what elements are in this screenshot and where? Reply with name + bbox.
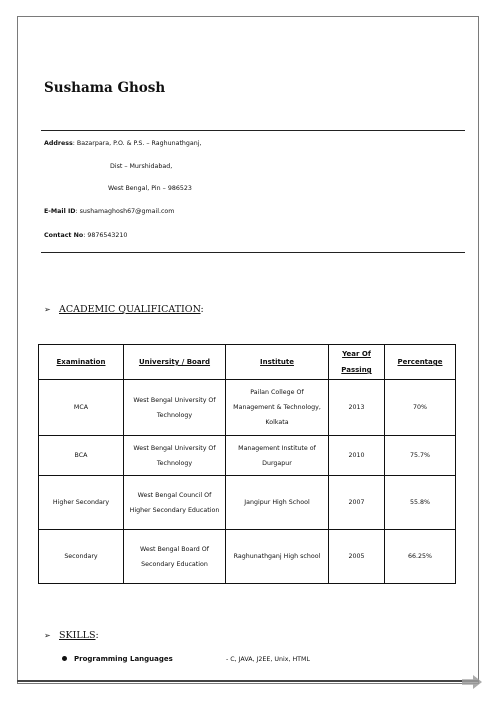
table-row: BCA West Bengal University Of Technology Management Institute of Durgapur 2010 75.7% [39,436,456,476]
arrow-bullet-icon: ➢ [44,305,51,314]
table-header-row [39,345,456,380]
divider-bottom [41,252,465,253]
address-line-3: West Bengal, Pin – 986523 [108,185,192,192]
skill-value: - C, JAVA, J2EE, Unix, HTML [226,656,310,663]
table-row: MCA West Bengal University Of Technology Pailan College Of Management & Technology, Kolkata 2013 70% [39,380,456,436]
header-examination: Examination [39,345,124,380]
page-bottom-border [17,680,479,682]
header-institute: Institute [226,345,329,380]
divider-top [41,130,465,131]
academic-table [38,344,456,584]
candidate-name: Sushama Ghosh [44,80,166,96]
table-row: Secondary West Bengal Board Of Secondary Education Raghunathganj High school 2005 66.25% [39,530,456,584]
skills-heading: ➢ SKILLS: [44,630,99,641]
email-line: E-Mail ID: sushamaghosh67@gmail.com [44,208,175,215]
header-university: University / Board [124,345,226,380]
bullet-dot-icon [62,656,67,661]
address-line-2: Dist – Murshidabad, [110,163,173,170]
academic-heading: ➢ ACADEMIC QUALIFICATION: [44,304,204,315]
table-row: Higher Secondary West Bengal Council Of Higher Secondary Education Jangipur High School 2007 55.8% [39,476,456,530]
skill-label: Programming Languages [74,655,173,663]
phone-line: Contact No: 9876543210 [44,232,128,239]
header-year: Year Of Passing [329,345,385,380]
header-percentage: Percentage [385,345,456,380]
arrow-bullet-icon: ➢ [44,631,51,640]
address-line-1: Address: Bazarpara, P.O. & P.S. – Raghunathganj, [44,140,202,147]
